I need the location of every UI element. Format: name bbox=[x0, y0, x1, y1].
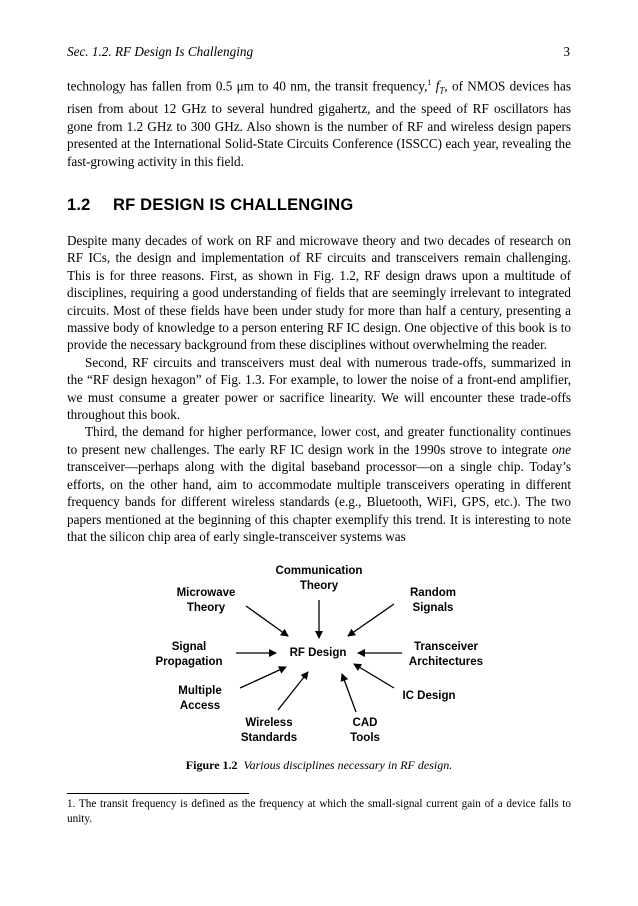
section-title: RF DESIGN IS CHALLENGING bbox=[113, 196, 354, 214]
node-microwave-theory bbox=[177, 586, 236, 616]
footnote-mark: 1 bbox=[427, 78, 432, 87]
running-title: Sec. 1.2. RF Design Is Challenging bbox=[67, 44, 254, 59]
arrow-microwave-theory bbox=[246, 606, 288, 636]
arrow-cad-tools bbox=[342, 674, 356, 712]
label-line: Communication bbox=[275, 565, 363, 577]
symbol-sub: T bbox=[439, 86, 445, 97]
node-cad-tools bbox=[350, 716, 380, 746]
label-line: CAD bbox=[352, 717, 378, 729]
section-body bbox=[67, 232, 571, 545]
intro-text-a: technology has fallen from 0.5 μm to 40 nm, the transit frequency, bbox=[67, 78, 428, 94]
arrow-ic-design bbox=[354, 664, 394, 688]
label-line: Propagation bbox=[155, 656, 223, 668]
node-communication-theory bbox=[276, 564, 363, 594]
label-line: Microwave bbox=[176, 587, 236, 599]
label-line: Tools bbox=[350, 732, 380, 744]
intro-paragraph bbox=[67, 74, 571, 170]
label-line: IC Design bbox=[402, 690, 456, 702]
figure-caption bbox=[0, 758, 638, 773]
page-number: 3 bbox=[563, 44, 570, 59]
running-header bbox=[67, 44, 570, 60]
arrow-wireless-standards bbox=[278, 672, 308, 710]
label-line: Architectures bbox=[408, 656, 484, 668]
node-multiple-access bbox=[178, 684, 221, 714]
footnote-divider bbox=[67, 793, 249, 794]
node-wireless-standards bbox=[241, 716, 297, 746]
paragraph-3-emphasis: one bbox=[551, 441, 571, 457]
label-line: Wireless bbox=[245, 717, 293, 729]
node-transceiver-architectures bbox=[409, 640, 483, 670]
paragraph-3-a: Third, the demand for higher performance, lower cost, and greater functionality continues to present new challenges. The early RF IC design work in the 1990s strove to integrate bbox=[67, 424, 571, 457]
paragraph-3 bbox=[67, 423, 571, 545]
label-line: Access bbox=[179, 700, 221, 712]
label-line: Theory bbox=[299, 580, 339, 592]
footnote: 1. The transit frequency is defined as the frequency at which the small-signal current gain of a device falls to unity. bbox=[67, 798, 571, 825]
arrow-multiple-access bbox=[240, 667, 286, 688]
label-line: Standards bbox=[240, 732, 298, 744]
caption-label: Figure 1.2 bbox=[185, 758, 238, 772]
node-signal-propagation bbox=[155, 640, 222, 670]
node-random-signals bbox=[410, 586, 456, 616]
section-number: 1.2 bbox=[67, 196, 91, 214]
symbol-f: f bbox=[435, 78, 440, 94]
rf-design-disciplines-diagram bbox=[140, 560, 510, 750]
paragraph-1: Despite many decades of work on RF and microwave theory and two decades of research on RF ICs, the design and implementation of RF circuits and transceivers remain challenging. This is for three reasons. First, as shown in Fig. 1.2, RF design draws upon a multitude of disciplines, requiring a good understanding of fields that are seemingly irrelevant to integrated circuits. Most of these fields have been under study for more than half a century, presenting a massive body of knowledge to a person entering RF IC design. One objective of this book is to provide the necessary background from these disciplines without overwhelming the reader. bbox=[67, 233, 571, 353]
section-heading bbox=[67, 196, 353, 215]
paragraph-3-b: transceiver—perhaps along with the digital baseband processor—on a single chip. Today’s efforts, on the other hand, aim to accommodate multiple transceivers operating in different frequency bands for different wireless standards (e.g., Bluetooth, WiFi, GPS, etc.). The two papers mentioned at the beginning of this chapter exemplify this trend. It is interesting to note that the silicon chip area of early single-transceiver systems was bbox=[67, 459, 571, 544]
node-rf-design: RF Design bbox=[289, 647, 347, 659]
label-line: Random bbox=[410, 587, 456, 599]
intro-text-b: , of NMOS devices has risen from about 12 GHz to several hundred gigahertz, and the speed of RF oscillators has gone from 1.2 GHz to 300 GHz. Also shown is the number of RF and wireless design papers presented at the International Solid-State Circuits Conference (ISSCC) each year, revealing the fast-growing activity in this field. bbox=[67, 78, 572, 169]
node-ic-design bbox=[402, 689, 455, 704]
label-line: Signal bbox=[171, 641, 207, 653]
caption-text: Various disciplines necessary in RF design. bbox=[243, 758, 453, 772]
label-line: Multiple bbox=[178, 685, 222, 697]
label-line: Theory bbox=[186, 602, 226, 614]
label-line: Transceiver bbox=[414, 641, 478, 653]
arrow-random-signals bbox=[348, 604, 394, 636]
label-line: Signals bbox=[412, 602, 454, 614]
paragraph-2: Second, RF circuits and transceivers must deal with numerous trade-offs, summarized in the “RF design hexagon” of Fig. 1.3. For example, to lower the noise of a front-end amplifier, we must consume a greater power or sacrifice linearity. We will encounter these trade-offs throughout this book. bbox=[67, 354, 571, 423]
